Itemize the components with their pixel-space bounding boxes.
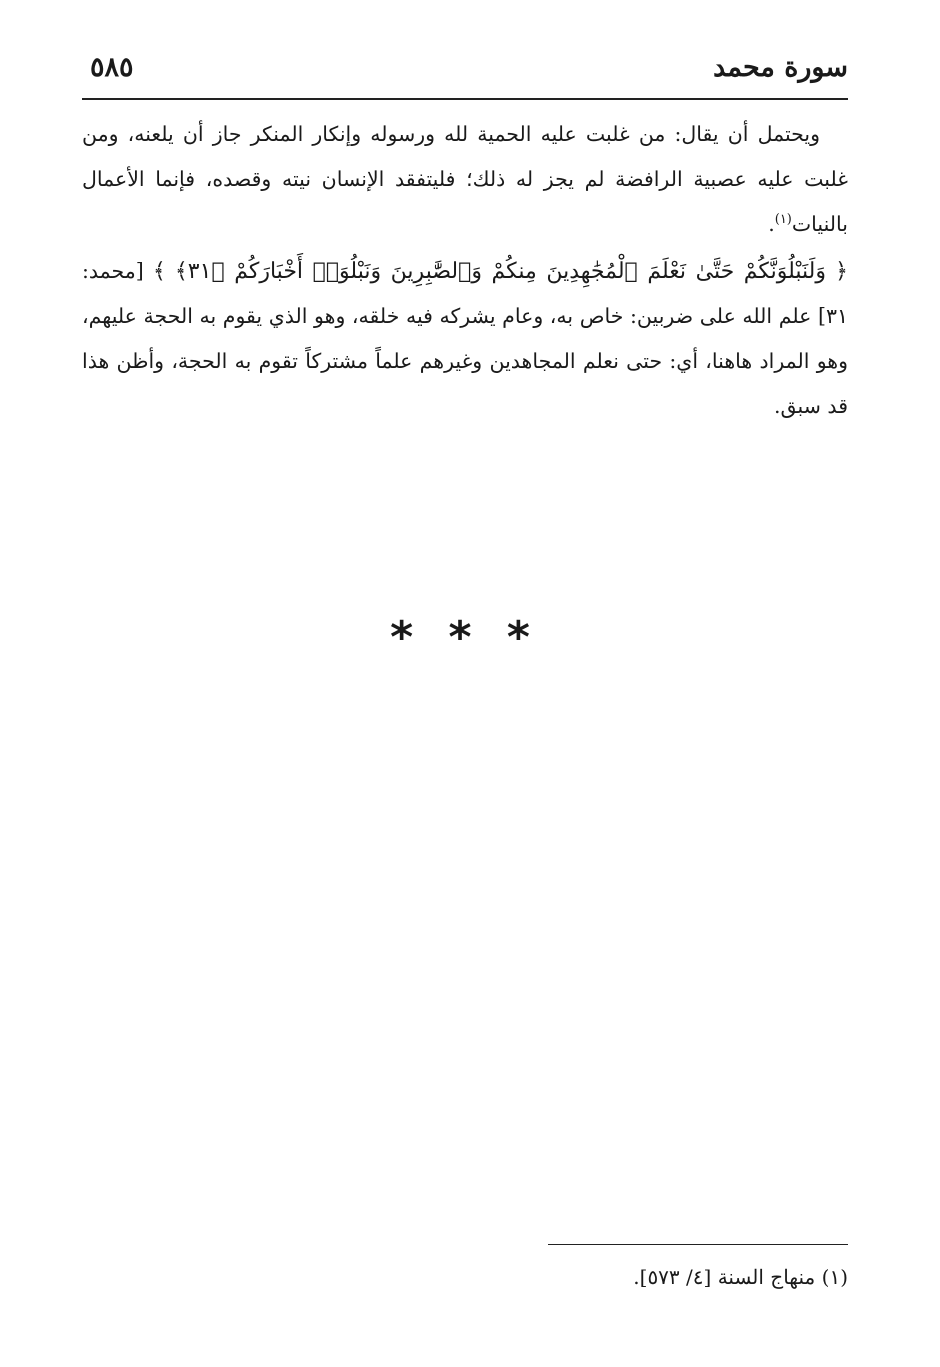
- verse-close-bracket: ﴾: [152, 259, 166, 284]
- paragraph-1: [82, 112, 848, 247]
- body-text: [82, 112, 848, 429]
- paragraph-2-text: علم الله على ضربين: خاص به، وعام يشركه فيه خلقه، وهو الذي يقوم به الحجة عليهم، وهو المراد هاهنا، أي: حتى نعلم المجاهدين وغيرهم علماً مشتركاً تقوم به الحجة، وأظن هذا قد سبق.: [82, 304, 848, 418]
- header-rule: [82, 98, 848, 100]
- section-separator: * * *: [390, 612, 540, 663]
- page-number: ٥٨٥: [90, 52, 134, 83]
- paragraph-2: [82, 249, 848, 429]
- footnote-rule: [548, 1244, 848, 1245]
- paragraph-1-text: ويحتمل أن يقال: من غلبت عليه الحمية لله ورسوله وإنكار المنكر جاز أن يلعنه، ومن غلبت عليه عصبية الرافضة لم يجز له ذلك؛ فليتفقد الإنسان نيته وقصده، فإنما الأعمال بالنيات: [82, 122, 848, 236]
- footnote-ref: (١): [774, 212, 792, 228]
- page-header: [82, 52, 848, 92]
- footnote: (١) منهاج السنة [٤/ ٥٧٣].: [633, 1265, 848, 1289]
- surah-title: سورة محمد: [713, 52, 848, 83]
- page: [82, 0, 848, 1367]
- verse-open-bracket: ﴿: [835, 259, 848, 284]
- paragraph-1-end: .: [768, 212, 775, 236]
- quran-verse: وَلَنَبْلُوَنَّكُمْ حَتَّىٰ نَعْلَمَ ٱلْمُجَٰهِدِينَ مِنكُمْ وَٱلصَّٰبِرِينَ وَنَبْلُوَا۟ أَخْبَارَكُمْ ﴿٣١﴾: [174, 259, 826, 284]
- verse-citation: [محمد: ٣١]: [82, 259, 848, 328]
